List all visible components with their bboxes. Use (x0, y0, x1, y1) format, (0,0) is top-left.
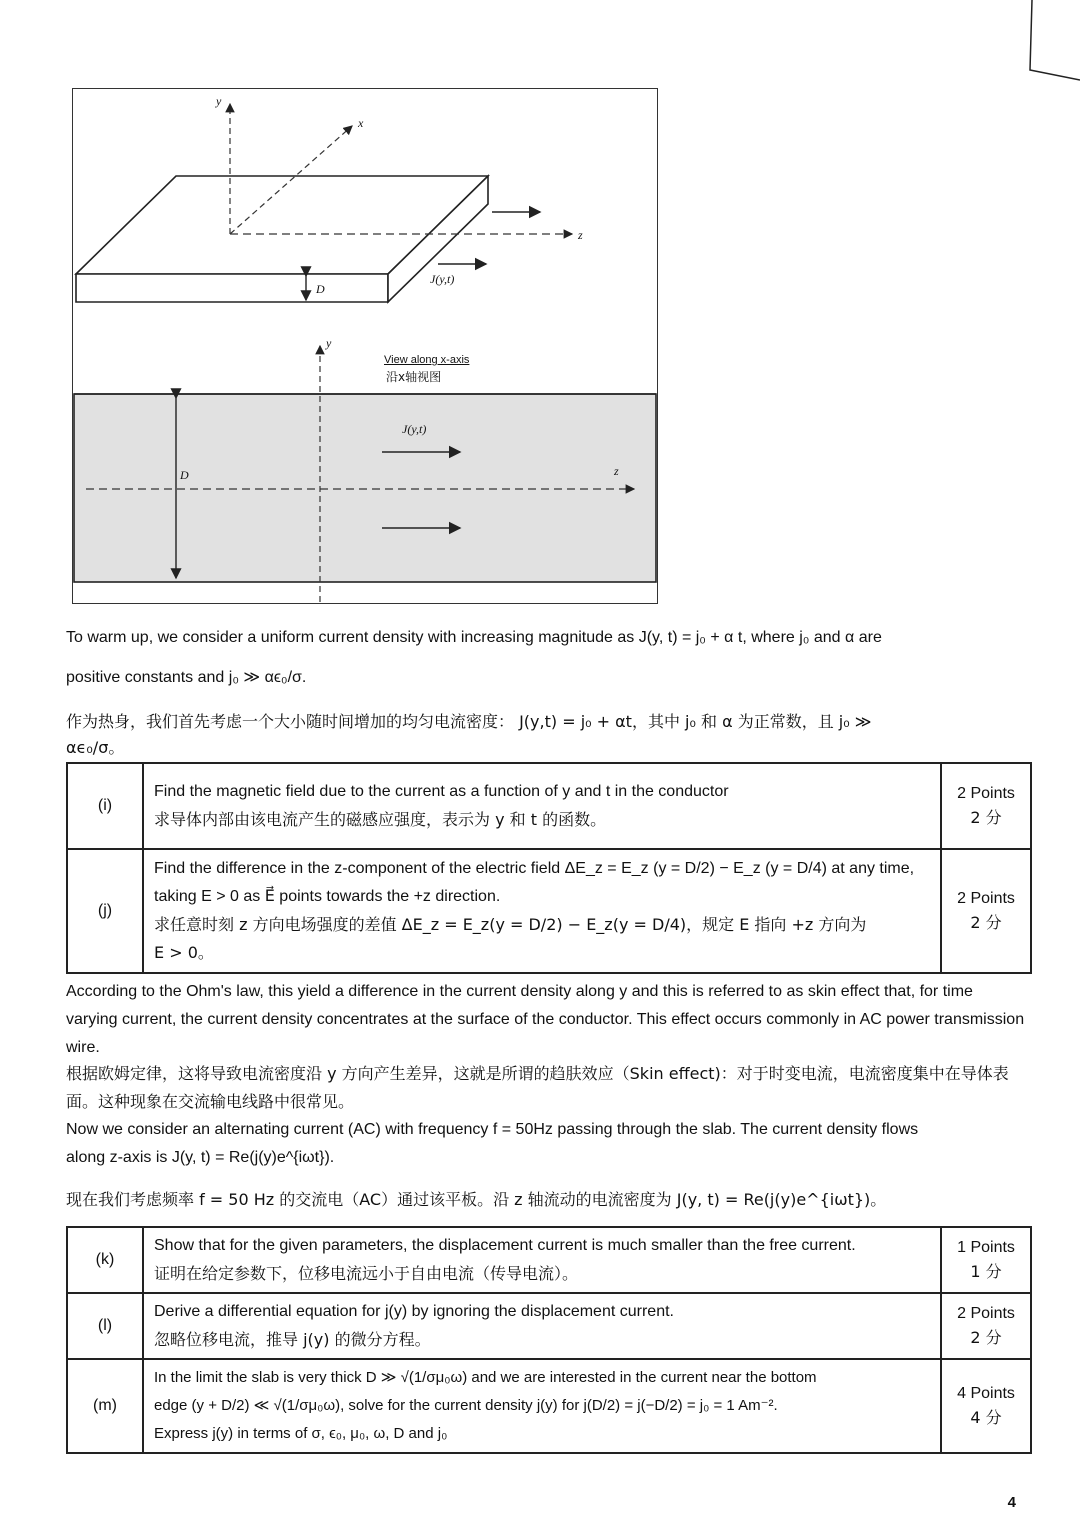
question-label: (l) (67, 1293, 143, 1359)
intro-en-line2: positive constants and j₀ ≫ αϵ₀/σ. (66, 669, 307, 686)
points-en: 4 Points (957, 1385, 1015, 1402)
slab-3d (76, 176, 488, 302)
question-text-en-2: taking E > 0 as E⃗ points towards the +z direction. (154, 888, 501, 905)
question-text-cn: 求任意时刻 z 方向电场强度的差值 ΔE_z = E_z(y = D/2) − E_z(y = D/4)，规定 E 指向 +z 方向为 (154, 915, 867, 934)
ac-en-line2: along z-axis is J(y, t) = Re(j(y)e^{iωt}). (66, 1149, 335, 1166)
points-en: 2 Points (957, 785, 1015, 802)
question-row-k (67, 1227, 1031, 1293)
points-cn: 1 分 (970, 1262, 1002, 1281)
ac-cn: 现在我们考虑频率 f = 50 Hz 的交流电（AC）通过该平板。沿 z 轴流动的电流密度为 J(y, t) = Re(j(y)e^{iωt})。 (66, 1190, 887, 1209)
points-cn: 2 分 (970, 1328, 1002, 1347)
side-thickness-label: D (180, 468, 189, 482)
question-text-cn-2: E > 0。 (154, 943, 214, 962)
question-text-en-2: edge (y + D/2) ≪ √(1/σμ₀ω), solve for the current density j(y) for j(D/2) = j(−D/2) = j₀ = 1 Am⁻². (154, 1397, 778, 1414)
points-cn: 2 分 (970, 913, 1002, 932)
corner-mark (1010, 0, 1080, 90)
top-thickness-label: D (316, 282, 325, 296)
question-text-en: Derive a differential equation for j(y) by ignoring the displacement current. (154, 1303, 674, 1320)
intro-cn-line2: αϵ₀/σ。 (66, 738, 125, 757)
question-label: (m) (67, 1359, 143, 1453)
question-table-b (66, 1226, 1032, 1454)
view-label-en: View along x-axis (384, 354, 470, 366)
question-text-en: Find the difference in the z-component of the electric field ΔE_z = E_z (y = D/2) − E_z (y = D/4) at any time, (154, 860, 915, 877)
top-x-label: x (358, 116, 364, 130)
question-row-l (67, 1293, 1031, 1359)
intro-cn-line1: 作为热身，我们首先考虑一个大小随时间增加的均匀电流密度： J(y,t) = j₀ + αt，其中 j₀ 和 α 为正常数，且 j₀ ≫ (66, 712, 872, 731)
question-text-cn: 证明在给定参数下，位移电流远小于自由电流（传导电流）。 (154, 1264, 579, 1283)
points-cn: 4 分 (970, 1408, 1002, 1427)
skin-effect-cn: 根据欧姆定律，这将导致电流密度沿 y 方向产生差异，这就是所谓的趋肤效应（Skin effect)：对于时变电流，电流密度集中在导体表面。这种现象在交流输电线路中很常见。 (66, 1064, 1009, 1111)
points-en: 2 Points (957, 1305, 1015, 1322)
question-label: (k) (67, 1227, 143, 1293)
intro-en-line1: To warm up, we consider a uniform current density with increasing magnitude as J(y, t) = j₀ + α t, where j₀ and α are (66, 629, 882, 646)
view-label-cn: 沿x轴视图 (386, 370, 442, 384)
points-en: 2 Points (957, 890, 1015, 907)
question-text-cn: 求导体内部由该电流产生的磁感应强度，表示为 y 和 t 的函数。 (154, 810, 607, 829)
question-text-en: In the limit the slab is very thick D ≫ √(1/σμ₀ω) and we are interested in the current near the bottom (154, 1369, 817, 1386)
question-label: (i) (67, 763, 143, 849)
top-z-label: z (578, 228, 583, 242)
question-text-en: Find the magnetic field due to the current as a function of y and t in the conductor (154, 783, 729, 800)
question-row-i (67, 763, 1031, 849)
skin-effect-en: According to the Ohm's law, this yield a difference in the current density along y and this is referred to as skin effect that, for time varying current, the current density concentrates at the surface of the conductor. This effect occurs commonly in AC power transmission wire. (66, 983, 1025, 1056)
figure (72, 88, 658, 604)
side-y-label: y (326, 336, 332, 350)
side-current-label: J(y,t) (402, 422, 427, 436)
question-text-cn: 忽略位移电流，推导 j(y) 的微分方程。 (154, 1330, 431, 1349)
ac-en-line1: Now we consider an alternating current (AC) with frequency f = 50Hz passing through the slab. The current density flows (66, 1121, 919, 1138)
question-row-j (67, 849, 1031, 973)
points-en: 1 Points (957, 1239, 1015, 1256)
question-text-en: Show that for the given parameters, the displacement current is much smaller than the free current. (154, 1237, 856, 1254)
points-cn: 2 分 (970, 808, 1002, 827)
slab-side (74, 394, 656, 582)
top-y-label: y (216, 94, 222, 108)
page-number: 4 (1007, 1494, 1016, 1511)
top-current-label: J(y,t) (430, 272, 455, 286)
question-table-a (66, 762, 1032, 974)
question-label: (j) (67, 849, 143, 973)
question-text-en-3: Express j(y) in terms of σ, ϵ₀, μ₀, ω, D and j₀ (154, 1425, 448, 1442)
side-z-label: z (614, 464, 619, 478)
question-row-m (67, 1359, 1031, 1453)
